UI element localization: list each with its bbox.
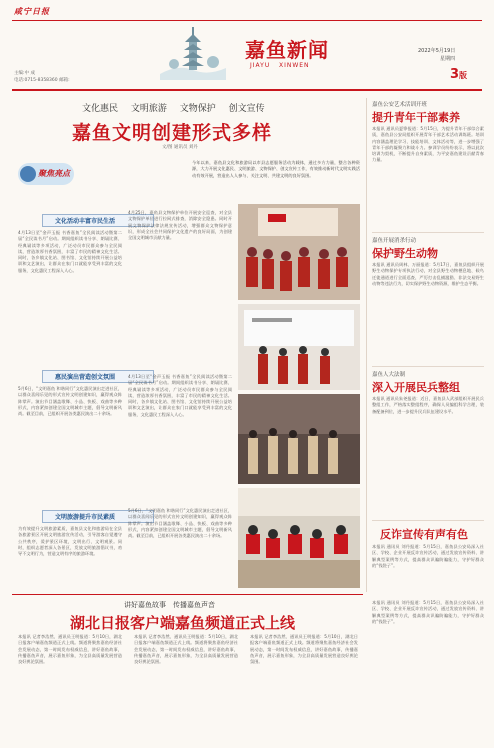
- kicker-item: 文明旅游: [130, 104, 167, 114]
- bottom-headline: 湖北日报客户端嘉鱼频道正式上线: [70, 614, 296, 632]
- page-number: 3: [450, 67, 460, 82]
- feature-headline: 嘉鱼文明创建形式多样: [72, 122, 273, 144]
- article-title: 保护野生动物: [372, 247, 438, 260]
- kicker-item: 创文宣传: [228, 104, 265, 114]
- feature-article: [12, 98, 363, 592]
- section-body: 为有效提升文明旅游素质，嘉鱼县文化和旅游局在全县各旅游景区开展文明旅游宣传活动，引导游客自觉遵守公共秩序，爱护景区环境，文明出行、文明观景。同时，组织志愿者深入各景区，发放文明旅游倡议书，劝导不文明行为，营造文明有序的旅游环境。: [18, 526, 122, 557]
- bottom-body: 本报讯 记者李浩然、通讯员王明报道：5月10日，湖北日报客户端嘉鱼频道正式上线。频道将聚焦嘉鱼经济社会发展动态，第一时间发布权威信息，讲好嘉鱼故事，传播嘉鱼声音，展示嘉鱼形象，为全县高质量发展营造良好舆论氛围。: [18, 634, 122, 665]
- bottom-story: [12, 596, 363, 742]
- bottom-body: 本报讯 记者李浩然、通讯员王明报道：5月10日，湖北日报客户端嘉鱼频道正式上线。频道将聚焦嘉鱼经济社会发展动态，第一时间发布权威信息，讲好嘉鱼故事，传播嘉鱼声音，展示嘉鱼形象，为全县高质量发展营造良好舆论氛围。: [250, 634, 358, 665]
- issue-weekday: 星期四: [440, 56, 456, 62]
- issue-date: 2022年5月19日: [418, 48, 456, 54]
- article-title: 反诈宣传有声有色: [380, 528, 468, 541]
- article-body: 本报讯 通讯员 刘丹报道：5月15日，嘉鱼县公安局深入社区、学校、企业开展反诈宣传活动，通过发放宣传资料、讲解典型案例等方式，提高群众识骗防骗能力，守护好群众的“钱袋子”。: [372, 600, 484, 624]
- section-body: 4月13日至“金声玉振 书香嘉鱼”全民阅读活动暨第二届“全民读书月”启动。期间组织读书分享、朗诵比赛、经典诵读等多项活动，广泛动员市民群众参与全民阅读，营造浓厚书香氛围，丰富了市民的精神文化生活。同时，各乡镇文化站、图书馆、文化馆持续开展公益培训和文艺演出，让群众在家门口就能享受到丰富的文化服务，文化惠民工程深入人心。: [18, 230, 122, 273]
- bottom-top-rule: [12, 594, 363, 595]
- article-separator: [372, 232, 484, 233]
- pagoda-logo-icon: [158, 24, 228, 80]
- bottom-body: 本报讯 记者李浩然、通讯员王明报道：5月10日，湖北日报客户端嘉鱼频道正式上线。频道将聚焦嘉鱼经济社会发展动态，第一时间发布权威信息，讲好嘉鱼故事，传播嘉鱼声音，展示嘉鱼形象，为全县高质量发展营造良好舆论氛围。: [134, 634, 238, 665]
- bottom-right-block: [370, 596, 486, 742]
- article-body: 本报讯 通讯员周林、万丽报道：5月17日，嘉鱼县组织开展野生动物保护专项执法行动，对全县野生动物栖息地、候鸟迁徙通道进行全面巡查，严厉打击乱捕滥猎、非法交易野生动物等违法行为，切实保护野生动物资源，维护生态平衡。: [372, 262, 484, 286]
- masthead-bottom-rule: [12, 89, 482, 91]
- section-body: 5月6日，“文明嘉鱼 和谐同行”文化惠民演出走进社区，以群众喜闻乐见的形式宣传文明创建知识，赢得观众阵阵掌声。演出节目涵盖歌舞、小品、快板、戏曲等多种形式，内容紧扣创建全国文明城市主题，倡导文明新风尚。截至目前，已组织开展各类惠民演出二十余场。: [18, 386, 122, 417]
- page-number-box: [450, 63, 476, 82]
- kicker-item: 文物保护: [179, 104, 216, 114]
- photo-museum-visit: [238, 304, 360, 390]
- feature-byline: 文/图 通讯员 刘丹: [162, 145, 198, 150]
- photo-performance: [238, 394, 360, 484]
- feature-kicker: [82, 101, 322, 115]
- credits-line-2: 电话:0715-8358360 邮箱:: [14, 78, 70, 83]
- section-body: 5月6日，“文明嘉鱼 和谐同行”文化惠民演出走进社区，以群众喜闻乐见的形式宣传文明创建知识，赢得观众阵阵掌声。演出节目涵盖歌舞、小品、快板、戏曲等多种形式，内容紧扣创建全国文明城市主题，倡导文明新风尚。截至目前，已组织开展各类惠民演出二十余场。: [128, 508, 232, 539]
- article-subhead: 嘉鱼公安艺术活训开班: [372, 102, 428, 108]
- page-unit: 版: [459, 71, 468, 80]
- article-separator: [372, 520, 484, 521]
- bottom-kicker: 讲好嘉鱼故事 传播嘉鱼声音: [124, 601, 215, 609]
- section-title: 嘉鱼新闻: [245, 38, 329, 62]
- right-column: [370, 98, 486, 592]
- section-body: 4月13日至“金声玉振 书香嘉鱼”全民阅读活动暨第二届“全民读书月”启动。期间组织读书分享、朗诵比赛、经典诵读等多项活动，广泛动员市民群众参与全民阅读，营造浓厚书香氛围，丰富了市民的精神文化生活。同时，各乡镇文化站、图书馆、文化馆持续开展公益培训和文艺演出，让群众在家门口就能享受到丰富的文化服务，文化惠民工程深入人心。: [128, 374, 232, 417]
- article-body: 本报讯 通讯员夏铮报道：5月15日，为提升青年干部综合素质，嘉鱼县公安局组织开展青年干部艺术活动训练班。培训内容涵盖理论学习、技能培训、文体活动等，进一步增强了青年干部的凝聚力和战斗力。参训学员纷纷表示，将以此次培训为契机，不断提升自身素质，为平安嘉鱼建设贡献青春力量。: [372, 126, 484, 163]
- article-subhead: 嘉鱼开展消杀行动: [372, 238, 417, 244]
- kicker-item: 文化惠民: [82, 104, 119, 114]
- photo-reading-event: [238, 204, 360, 300]
- article-subhead: 嘉鱼人大法制: [372, 372, 406, 378]
- badge-label: 聚焦亮点: [38, 169, 70, 178]
- photo-classroom: [238, 488, 360, 588]
- section-title: 文明旅游提升市民素质: [55, 514, 116, 521]
- column-divider: [366, 98, 367, 592]
- article-body: 本报讯 通讯员 刘丹报道：5月15日，嘉鱼县公安局深入社区、学校、企业开展反诈宣传活动，通过发放宣传资料、讲解典型案例等方式，提高群众识骗防骗能力，守护好群众的“钱袋子”。: [372, 544, 484, 568]
- feature-lead: 今年以来，嘉鱼县文化和旅游局以市县志愿服务活动为载体，通过多方力量，整合各种资源，大力开展文化惠民、文明旅游、文物保护、创文宣传工作，有效推动新时代文明实践活动有效开展，营造出人人参与、关注文明、共建文明的良好氛围。: [192, 160, 360, 178]
- section-title: 文化活动丰富市民生活: [55, 218, 116, 225]
- highlight-badge: [18, 160, 98, 188]
- masthead-underline: [12, 20, 482, 21]
- article-title: 深入开展民兵整组: [372, 381, 460, 394]
- article-separator: [372, 366, 484, 367]
- article-title: 提升青年干部素养: [372, 111, 460, 124]
- paper-name: 咸宁日报: [14, 7, 50, 16]
- credits-line-1: 主编:中 成: [14, 71, 35, 76]
- section-pinyin: JIAYU XINWEN: [250, 62, 310, 69]
- article-body: 本报讯 通讯员朱尧报道：近日，嘉鱼县人武部组织开展民兵整组工作，严格落实整组程序，确保人员编组科学合理，装备配备到位，进一步提升民兵队伍建设水平。: [372, 396, 484, 414]
- section-body: 4月25日，嘉鱼县文物保护单位开展安全巡查，对全县文物保护单位进行拉网式排查，消除安全隐患。同时开展文物保护法律法规宣传活动，增强群众文物保护意识，形成全社会共同保护文化遗产的良好局面，为创建全国文明城市贡献力量。: [128, 210, 232, 241]
- masthead: [0, 0, 494, 96]
- section-title: 惠民演出营造创文氛围: [55, 374, 116, 381]
